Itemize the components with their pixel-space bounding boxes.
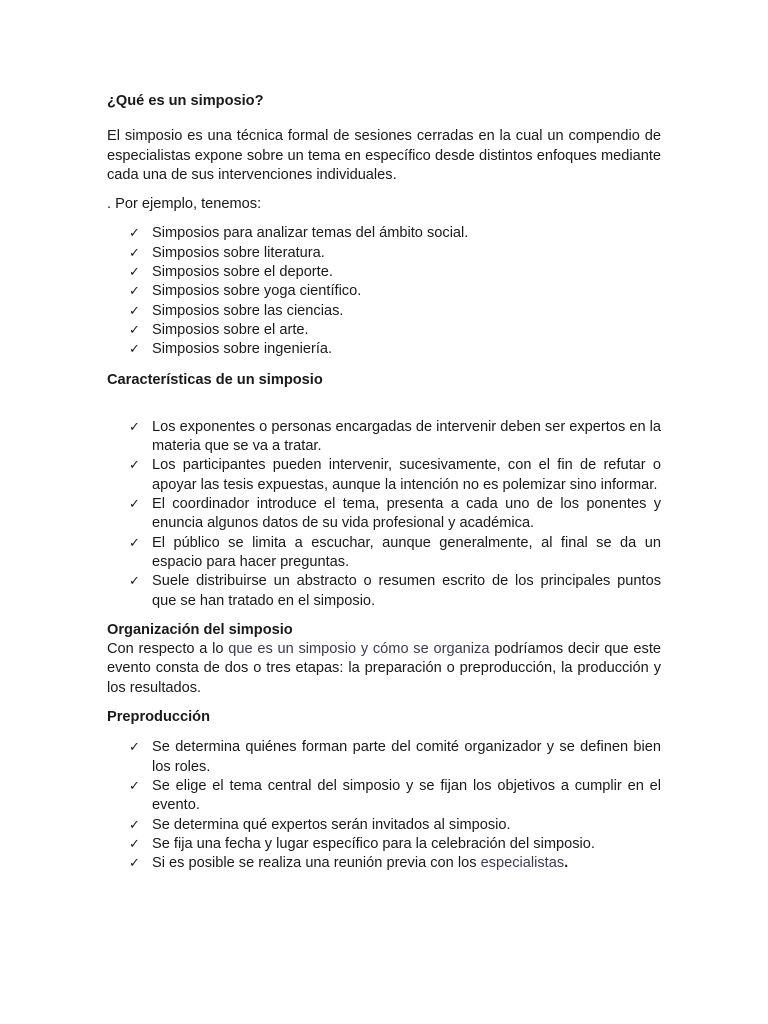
check-icon: ✓ [129,740,140,756]
list-item: ✓ Simposios sobre las ciencias. [107,302,661,321]
check-icon: ✓ [129,574,140,590]
link-que-es-simposio[interactable]: que es un simposio y cómo se organiza [228,641,490,658]
heading-organizacion: Organización del simposio [107,621,293,638]
paragraph-organizacion: Con respecto a lo que es un simposio y cómo se organiza podríamos decir que este evento consta de dos o tres etapas: la preparación o preproducción, la producción y los resultados. [107,641,661,696]
check-icon: ✓ [129,419,140,435]
list-item: ✓ Simposios sobre el arte. [107,321,661,340]
list-item: ✓ Simposios sobre ingeniería. [107,340,661,359]
list-item: ✓ Se determina quiénes forman parte del comité organizador y se definen bien los roles. [129,739,661,775]
check-icon: ✓ [129,497,140,513]
check-icon: ✓ [129,458,140,474]
check-icon: ✓ [129,322,140,338]
list-item: ✓ Simposios sobre yoga científico. [107,282,661,301]
list-item: ✓ Si es posible se realiza una reunión previa con los especialistas. [107,854,661,873]
check-icon: ✓ [129,265,140,281]
list-item: ✓ Simposios sobre el deporte. [107,263,661,282]
check-icon: ✓ [129,535,140,551]
list-item: ✓ Se fija una fecha y lugar específico para la celebración del simposio. [107,835,661,854]
list-item: ✓ El coordinador introduce el tema, presenta a cada uno de los ponentes y enuncia algunos datos de su vida profesional y académica. [129,496,661,532]
list-item: ✓ Simposios sobre literatura. [107,244,661,263]
list-item: ✓ Simposios para analizar temas del ámbito social. [107,224,661,243]
list-ejemplos [107,224,661,359]
list-item: ✓ Se determina qué expertos serán invitados al simposio. [107,816,661,835]
check-icon: ✓ [129,856,140,872]
list-item: ✓ El público se limita a escuchar, aunque generalmente, al final se da un espacio para hacer preguntas. [129,534,661,570]
check-icon: ✓ [129,245,140,261]
list-item: ✓ Los participantes pueden intervenir, sucesivamente, con el fin de refutar o apoyar las tesis expuestas, aunque la intención no es polemizar sino informar. [129,457,661,493]
check-icon: ✓ [129,284,140,300]
heading-preproduccion: Preproducción [107,709,210,726]
paragraph-definicion: El simposio es una técnica formal de sesiones cerradas en la cual un compendio de especialistas expone sobre un tema en específico desde distintos enfoques mediante cada una de sus intervenciones individuales. [107,128,661,183]
paragraph-por-ejemplo: . Por ejemplo, tenemos: [107,196,262,213]
link-especialistas[interactable]: especialistas [480,855,565,872]
list-item: ✓ Suele distribuirse un abstracto o resumen escrito de los principales puntos que se han tratado en el simposio. [129,573,661,609]
list-preproduccion [107,738,661,873]
list-item: ✓ Se elige el tema central del simposio y se fijan los objetivos a cumplir en el evento. [129,777,661,814]
check-icon: ✓ [129,226,140,242]
check-icon: ✓ [129,836,140,852]
list-item: ✓ Los exponentes o personas encargadas de intervenir deben ser expertos en la materia que se va a tratar. [129,418,661,455]
check-icon: ✓ [129,303,140,319]
check-icon: ✓ [129,778,140,794]
check-icon: ✓ [129,342,140,358]
check-icon: ✓ [129,817,140,833]
list-caracteristicas [107,418,661,611]
document-page [107,92,661,873]
heading-caracteristicas: Características de un simposio [107,371,323,388]
heading-que-es-simposio: ¿Qué es un simposio? [107,93,264,109]
